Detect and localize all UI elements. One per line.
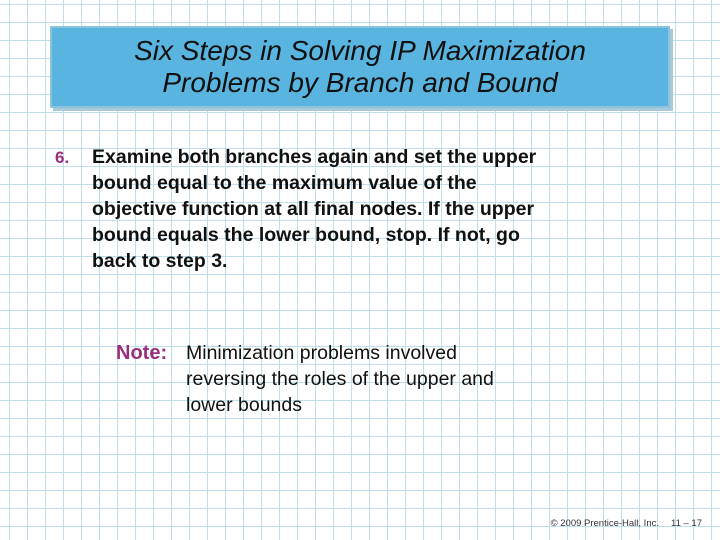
slide-title-line-1: Six Steps in Solving IP Maximization xyxy=(134,35,586,66)
step-text-line: objective function at all final nodes. If the upper xyxy=(92,198,535,220)
step-text-line: back to step 3. xyxy=(92,250,228,272)
slide-title-box xyxy=(50,26,670,108)
note-text-line: lower bounds xyxy=(186,394,302,416)
note-block xyxy=(116,340,494,418)
note-text xyxy=(186,340,494,418)
note-text-line: reversing the roles of the upper and xyxy=(186,368,494,390)
step-text-line: Examine both branches again and set the upper xyxy=(92,146,537,168)
note-label: Note: xyxy=(116,342,168,364)
step-text xyxy=(92,144,652,274)
step-text-line: bound equals the lower bound, stop. If not, go xyxy=(92,224,520,246)
step-item xyxy=(55,144,655,274)
step-text-line: bound equal to the maximum value of the xyxy=(92,172,477,194)
step-number: 6. xyxy=(55,148,70,167)
slide-title-line-2: Problems by Branch and Bound xyxy=(162,67,558,98)
copyright-text: © 2009 Prentice-Hall, Inc. xyxy=(550,518,659,529)
slide-footer xyxy=(551,518,702,529)
note-text-line: Minimization problems involved xyxy=(186,342,457,364)
slide-number: 11 – 17 xyxy=(671,518,702,529)
